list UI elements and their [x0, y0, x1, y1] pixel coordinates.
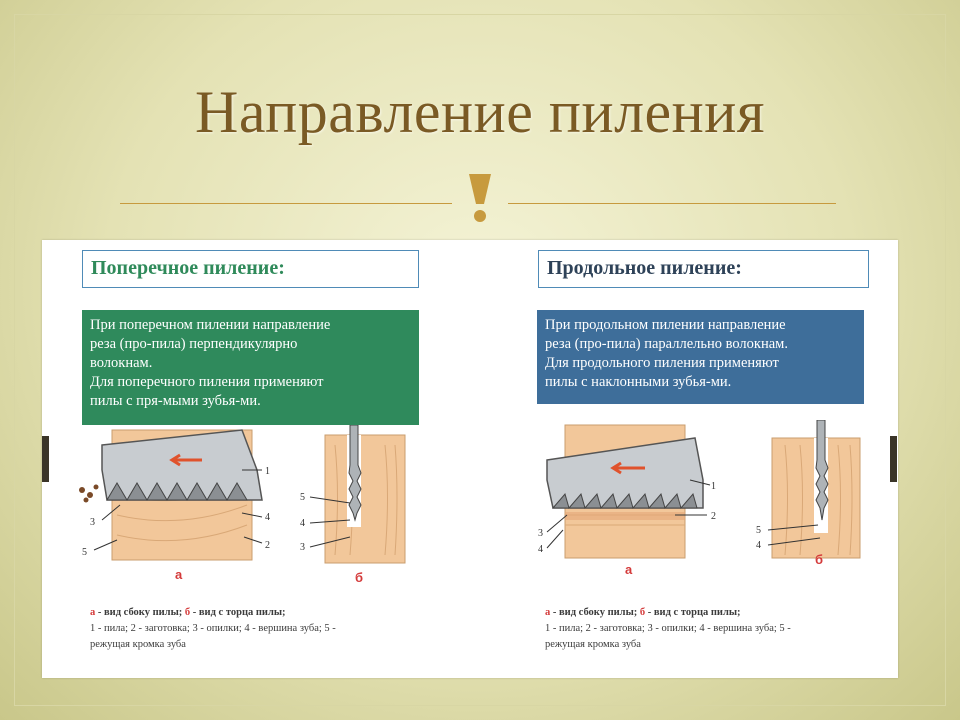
crosscut-a-num: 3 [90, 517, 95, 528]
ripcut-b-num: 4 [756, 540, 761, 551]
legend-a-letter: а [545, 607, 551, 618]
title-rule-left [120, 203, 452, 204]
ripcut-a-num: 2 [711, 511, 716, 522]
ripcut-desc-line: Для продольного пиления применяют [545, 355, 779, 371]
crosscut-desc-line: пилы с пря-мыми зубья-ми. [90, 393, 261, 409]
slide-title: Направление пиления [195, 79, 765, 145]
ripcut-desc-line: пилы с наклонными зубья-ми. [545, 374, 732, 390]
legend-line: режущая кромка зуба [545, 639, 641, 650]
ripcut-b-num: 5 [756, 525, 761, 536]
crosscut-desc-line: реза (про-пила) перпендикулярно [90, 336, 298, 352]
crosscut-desc-line: волокнам. [90, 355, 153, 371]
panel-tab-right [890, 436, 897, 482]
crosscut-legend [90, 605, 410, 653]
ripcut-fig-a-label: а [625, 562, 633, 577]
legend-b-letter: б [639, 607, 646, 618]
crosscut-b-num: 4 [300, 518, 305, 529]
crosscut-fig-a-label: а [175, 567, 183, 582]
exclamation-ornament-icon [466, 172, 494, 224]
legend-b-text: - вид с торца пилы; [190, 607, 286, 618]
legend-a-text: - вид сбоку пилы; [550, 607, 640, 618]
crosscut-description [82, 310, 419, 425]
crosscut-fig-b-label: б [355, 570, 364, 585]
ripcut-heading: Продольное пиление: [538, 250, 869, 288]
ripcut-a-num: 4 [538, 544, 543, 555]
legend-line: 1 - пила; 2 - заготовка; 3 - опилки; 4 - вершина зуба; 5 - [90, 623, 336, 634]
crosscut-b-num: 5 [300, 492, 305, 503]
panel-tab-left [42, 436, 49, 482]
ripcut-a-num: 3 [538, 528, 543, 539]
ripcut-desc-line: При продольном пилении направление [545, 317, 786, 333]
legend-a-text: - вид сбоку пилы; [95, 607, 185, 618]
ripcut-side-view-diagram [535, 420, 720, 560]
crosscut-desc-line: При поперечном пилении направление [90, 317, 331, 333]
ripcut-desc-line: реза (про-пила) параллельно волокнам. [545, 336, 788, 352]
ripcut-a-num: 1 [711, 481, 716, 492]
crosscut-desc-line: Для поперечного пиления применяют [90, 374, 324, 390]
crosscut-heading: Поперечное пиление: [82, 250, 419, 288]
legend-line: 1 - пила; 2 - заготовка; 3 - опилки; 4 - вершина зуба; 5 - [545, 623, 791, 634]
crosscut-a-num: 2 [265, 540, 270, 551]
title-rule-right [508, 203, 836, 204]
crosscut-a-num: 1 [265, 466, 270, 477]
ripcut-fig-b-label: б [815, 552, 824, 567]
legend-b-text: - вид с торца пилы; [645, 607, 741, 618]
crosscut-a-num: 5 [82, 547, 87, 558]
crosscut-b-num: 3 [300, 542, 305, 553]
ripcut-end-view-diagram [750, 420, 865, 560]
ripcut-legend [545, 605, 865, 653]
legend-a-letter: а [90, 607, 96, 618]
crosscut-a-num: 4 [265, 512, 270, 523]
crosscut-side-view-diagram [72, 425, 282, 565]
legend-b-letter: б [184, 607, 191, 618]
ripcut-description [537, 310, 864, 404]
legend-line: режущая кромка зуба [90, 639, 186, 650]
crosscut-end-view-diagram [295, 425, 410, 565]
